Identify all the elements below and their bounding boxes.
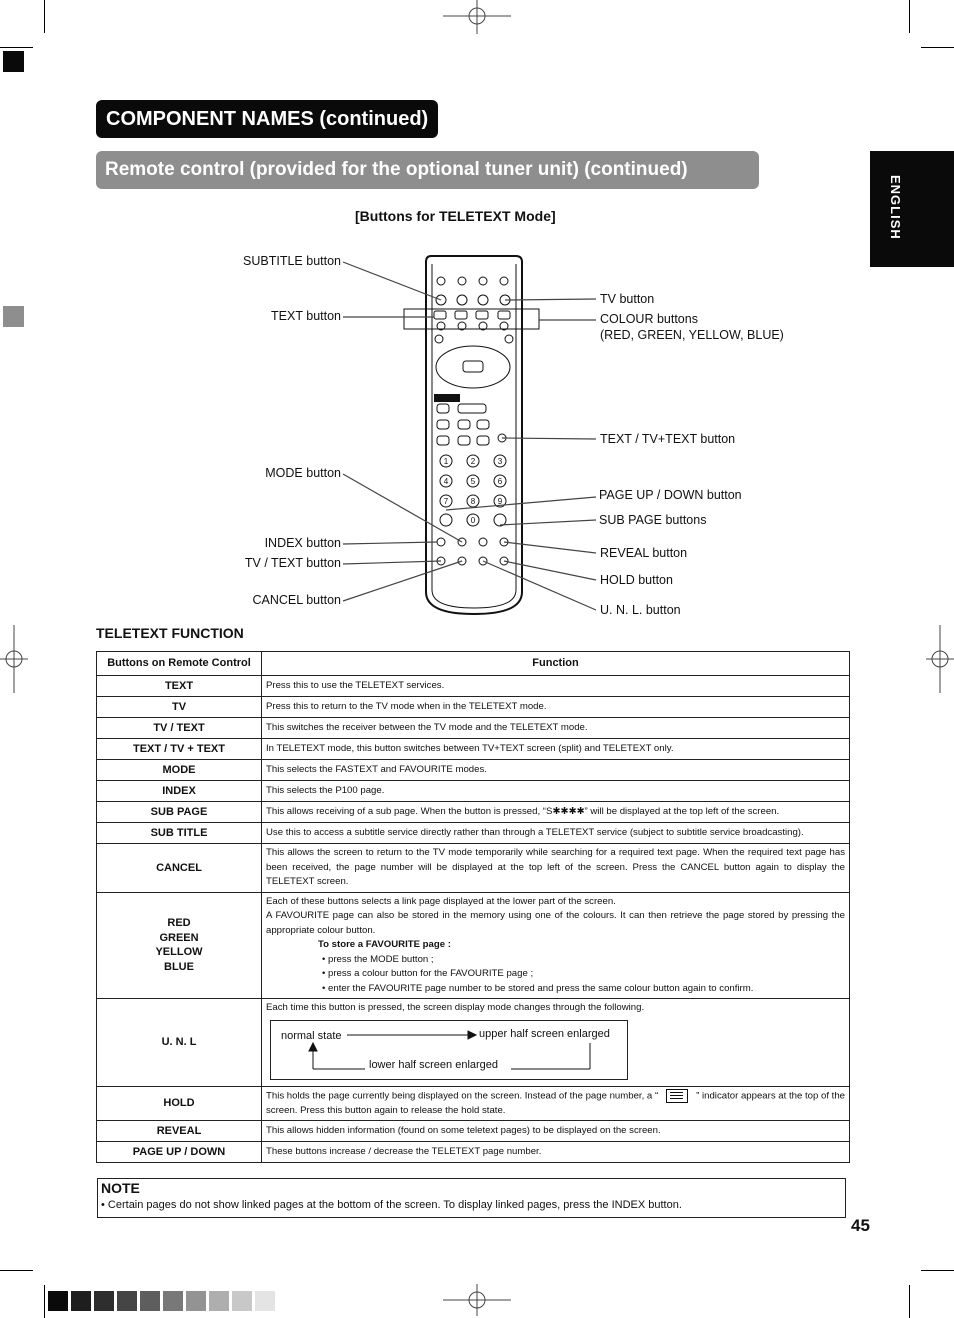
- callout-tv-text: TV / TEXT button: [244, 556, 341, 570]
- swatch: [163, 1291, 183, 1311]
- table-row: SUB PAGE This allows receiving of a sub page. When the button is pressed, “S✱✱✱✱” will be displayed at the top left of the screen.: [97, 802, 850, 823]
- table-row: SUB TITLE Use this to access a subtitle service directly rather than through a TELETEXT service (subject to subtitle service broadcasting).: [97, 823, 850, 844]
- key-label: 5: [470, 477, 476, 486]
- callout-colour: COLOUR buttons: [600, 312, 698, 326]
- callout-sub-page: SUB PAGE buttons: [599, 513, 707, 527]
- callout-colour-list: (RED, GREEN, YELLOW, BLUE): [600, 328, 784, 342]
- table-row: MODE This selects the FASTEXT and FAVOURITE modes.: [97, 760, 850, 781]
- note-body: • Certain pages do not show linked pages at the bottom of the screen. To display linked pages, press the INDEX button.: [101, 1199, 682, 1211]
- swatch: [48, 1291, 68, 1311]
- key-label: 9: [497, 497, 503, 506]
- section-title: TELETEXT FUNCTION: [96, 625, 244, 641]
- display-mode-cycle: normal state upper half screen enlarged lower half screen enlarged: [270, 1020, 628, 1080]
- callout-index: INDEX button: [264, 536, 341, 550]
- table-row: TEXT Press this to use the TELETEXT services.: [97, 676, 850, 697]
- page-number: 45: [851, 1216, 870, 1235]
- swatch: [71, 1291, 91, 1311]
- table-row: REVEAL This allows hidden information (found on some teletext pages) to be displayed on the screen.: [97, 1121, 850, 1142]
- hold-indicator-icon: [666, 1089, 688, 1103]
- key-label: 6: [497, 477, 503, 486]
- table-row-colour: RED GREEN YELLOW BLUE Each of these buttons selects a link page displayed at the lower part of the screen. A FAVOURITE page can also be stored in the memory using one of the colours. It can then retrieve the page stored by pressing the appropriate colour button. To store a FAVOURITE page : • press the MODE button ; • press a colour button for the FAVOURITE page ; • enter the FAVOURITE page number to be stored and press the same colour button again to confirm.: [97, 892, 850, 999]
- swatch: [255, 1291, 275, 1311]
- callout-unl: U. N. L. button: [600, 603, 681, 617]
- table-row: TV Press this to return to the TV mode when in the TELETEXT mode.: [97, 697, 850, 718]
- callout-tv: TV button: [600, 292, 655, 306]
- column-header: Buttons on Remote Control: [97, 652, 262, 676]
- swatch: [209, 1291, 229, 1311]
- table-header-row: [97, 652, 850, 676]
- diagram-title: [Buttons for TELETEXT Mode]: [355, 208, 556, 224]
- table-row: TV / TEXT This switches the receiver between the TV mode and the TELETEXT mode.: [97, 718, 850, 739]
- key-label: 3: [497, 457, 503, 466]
- cycle-arrows: [271, 1021, 627, 1079]
- language-tab: ENGLISH: [870, 151, 954, 267]
- key-label: 2: [470, 457, 476, 466]
- note-title: NOTE: [101, 1180, 140, 1196]
- callout-page-up-down: PAGE UP / DOWN button: [599, 488, 742, 502]
- key-label: 8: [470, 497, 476, 506]
- swatch: [117, 1291, 137, 1311]
- key-blue: BLUE: [164, 960, 194, 973]
- key-label: 0: [470, 516, 476, 525]
- key-label: 7: [443, 497, 449, 506]
- key-red: RED: [167, 917, 191, 930]
- swatch: [232, 1291, 252, 1311]
- key-label: 4: [443, 477, 449, 486]
- key-green: GREEN: [159, 931, 199, 944]
- key-label: 1: [443, 457, 449, 466]
- callout-hold: HOLD button: [600, 573, 673, 587]
- teletext-function-table: [96, 651, 850, 1163]
- swatch: [94, 1291, 114, 1311]
- swatch: [186, 1291, 206, 1311]
- table-row: TEXT / TV + TEXT In TELETEXT mode, this button switches between TV+TEXT screen (split) and TELETEXT only.: [97, 739, 850, 760]
- callout-cancel: CANCEL button: [252, 593, 341, 607]
- table-row-hold: HOLD This holds the page currently being displayed on the screen. Instead of the page number, a “ ” indicator appears at the top of the screen. Press this button again to release the hold state.: [97, 1086, 850, 1121]
- remote-control-diagram: [0, 0, 954, 640]
- column-header: Function: [262, 652, 850, 676]
- section-subheading: Remote control (provided for the optional tuner unit) (continued): [96, 151, 759, 189]
- table-row: PAGE UP / DOWN These buttons increase / decrease the TELETEXT page number.: [97, 1142, 850, 1163]
- callout-text: TEXT button: [271, 309, 341, 323]
- callout-reveal: REVEAL button: [600, 546, 688, 560]
- table-row: CANCEL This allows the screen to return to the TV mode temporarily while searching for a required text page. When the required text page has been received, the page number will be displayed at the top left of the screen. Press the CANCEL button again to display the TELETEXT screen.: [97, 844, 850, 893]
- callout-text-tv-text: TEXT / TV+TEXT button: [600, 432, 736, 446]
- callout-subtitle: SUBTITLE button: [243, 254, 341, 268]
- swatch: [140, 1291, 160, 1311]
- key-yellow: YELLOW: [155, 946, 203, 959]
- callout-mode: MODE button: [265, 466, 341, 480]
- page-heading: COMPONENT NAMES (continued): [96, 100, 438, 138]
- table-row-unl: U. N. L Each time this button is pressed, the screen display mode changes through the following. normal state upper half screen enlarged lower half screen enlarged: [97, 999, 850, 1087]
- table-row: INDEX This selects the P100 page.: [97, 781, 850, 802]
- note-box: [97, 1178, 846, 1218]
